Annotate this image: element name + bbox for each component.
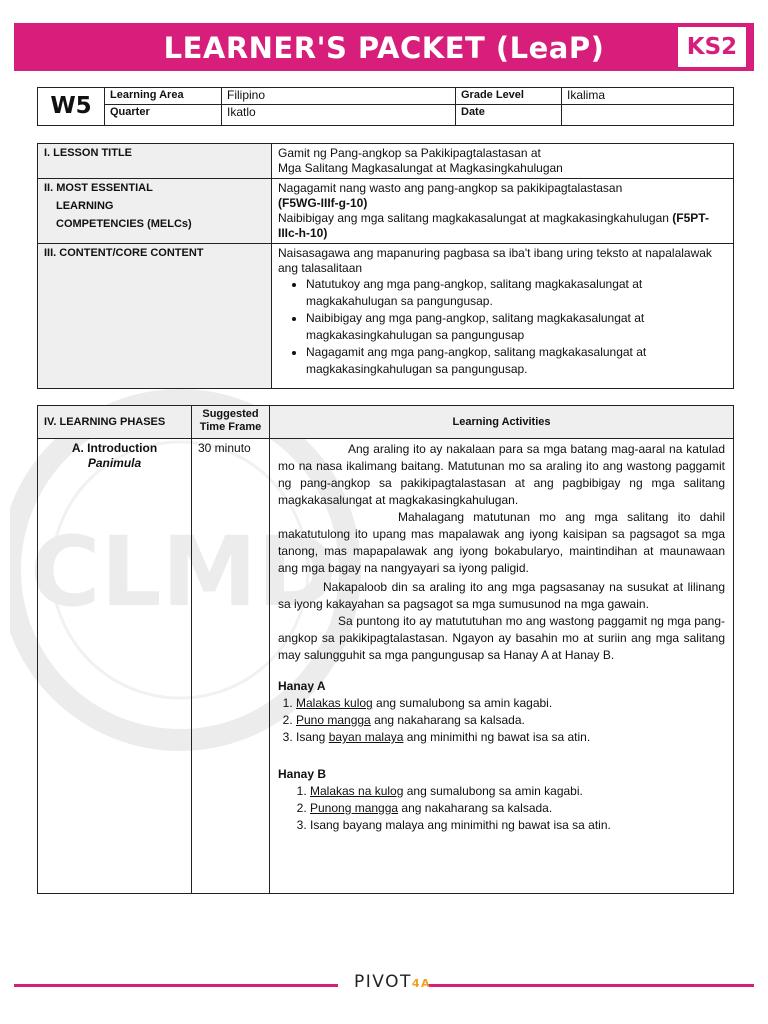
info-header-table	[37, 87, 734, 126]
intro-paragraph-2: Mahalagang matutunan mo ang mga salitang ito dahil makatutulong ito upang mas mapalawak ang iyong kaisipan sa pagsagot sa mga tanong, mas mapapalawak ang iyong bokabularyo, maintindihan at maunawaan ang mga bagay na nangyayari sa iyong paligid.	[278, 510, 725, 575]
intro-paragraph-3: Nakapaloob din sa araling ito ang mga pagsasanay na susukat at lilinang sa iyong kakayahan sa pagsagot sa mga sumusunod na mga gawain.	[278, 580, 725, 611]
hanay-b-underlined: Malakas na kulog	[310, 784, 404, 798]
lesson-title-label: I. LESSON TITLE	[38, 144, 272, 179]
introduction-label: A. Introduction	[71, 441, 158, 455]
quarter-value: Ikatlo	[222, 105, 456, 126]
learning-area-label: Learning Area	[105, 88, 222, 105]
introduction-time: 30 minuto	[192, 439, 270, 894]
melc-label-cell	[38, 179, 272, 244]
leap-banner	[14, 23, 754, 71]
hanay-a-item	[296, 712, 725, 729]
melc1-code: (F5WG-IIIf-g-10)	[278, 196, 368, 210]
learning-area-value: Filipino	[222, 88, 456, 105]
hanay-b-pre: Isang bayang malaya ang minimithi ng bawat isa sa atin.	[310, 818, 611, 832]
hanay-a-pre: Isang	[296, 730, 329, 744]
phases-header: IV. LEARNING PHASES	[38, 406, 192, 439]
melc-label-line3: COMPETENCIES (MELCs)	[56, 218, 192, 230]
introduction-phase-cell	[38, 439, 192, 894]
svg-text:CLMD: CLMD	[30, 516, 337, 628]
quarter-label: Quarter	[105, 105, 222, 126]
intro-paragraph-1: Ang araling ito ay nakalaan para sa mga batang mag-aaral na katulad mo na nasa ikalimang baitang. Matutunan mo sa araling ito ang wastong paggamit ng pang-angkop sa pakikipagtalastasan at ang pagbibigay ng mga salitang magkakasalungat at magkakasingkahulugan.	[278, 442, 725, 507]
pivot-logo-tail: 4A	[411, 977, 432, 990]
banner-title: LEARNER'S PACKET (LeaP)	[163, 31, 605, 65]
introduction-activities	[270, 439, 734, 894]
hanay-b-list	[278, 783, 725, 834]
hanay-a-list	[278, 695, 725, 746]
content-cell	[272, 244, 734, 389]
hanay-a-underlined: Puno mangga	[296, 713, 371, 727]
hanay-b-item	[310, 783, 725, 800]
lesson-info-table	[37, 143, 734, 389]
activities-header: Learning Activities	[270, 406, 734, 439]
date-label: Date	[456, 105, 562, 126]
hanay-a-title: Hanay A	[278, 679, 326, 693]
learning-phases-table	[37, 405, 734, 894]
melc1-text: Nagagamit nang wasto ang pang-angkop sa pakikipagtalastasan	[278, 181, 623, 195]
hanay-a-rest: ang nakaharang sa kalsada.	[370, 713, 525, 727]
lesson-title-line2: Mga Salitang Magkasalungat at Magkasingkahulugan	[278, 161, 563, 175]
content-bullet: • Nagagamit ang mga pang-angkop, salitang magkakasalungat at magkakasingkahulugan sa pangungusap.	[306, 344, 727, 378]
hanay-b-title: Hanay B	[278, 767, 327, 781]
week-label: W5	[38, 88, 105, 126]
date-value	[562, 105, 734, 126]
intro-paragraph-4: Sa puntong ito ay matututuhan mo ang wastong paggamit ng mga pang-angkop sa pakikipagtalastasan. Ngayon ay basahin mo at suriin ang mga salitang may salungguhit sa mga pangungusap sa Hanay A at Hanay B.	[278, 614, 725, 662]
ks2-badge: KS2	[678, 27, 746, 67]
hanay-a-item	[296, 695, 725, 712]
grade-level-label: Grade Level	[456, 88, 562, 105]
hanay-b-underlined: Punong mangga	[310, 801, 399, 815]
lesson-title-cell	[272, 144, 734, 179]
time-frame-header-line1: Suggested	[202, 408, 259, 420]
melc2-text: Naibibigay ang mga salitang magkakasalungat at magkakasingkahulugan	[278, 211, 669, 225]
hanay-b-rest: ang sumalubong sa amin kagabi.	[403, 784, 583, 798]
melc-label-line2: LEARNING	[56, 200, 114, 212]
hanay-a-rest: ang minimithi ng bawat isa sa atin.	[403, 730, 591, 744]
content-intro: Naisasagawa ang mapanuring pagbasa sa iba't ibang uring teksto at napalalawak ang talasalitaan	[278, 246, 712, 275]
time-frame-header-line2: Time Frame	[199, 421, 262, 433]
grade-level-value: Ikalima	[562, 88, 734, 105]
melc-label-line1: II. MOST ESSENTIAL	[44, 182, 153, 194]
hanay-b-item	[310, 817, 725, 834]
content-label: III. CONTENT/CORE CONTENT	[38, 244, 272, 389]
hanay-a-rest: ang sumalubong sa amin kagabi.	[372, 696, 553, 710]
hanay-b-item	[310, 800, 725, 817]
time-frame-header	[192, 406, 270, 439]
hanay-a-underlined: Malakas kulog	[296, 696, 373, 710]
melc2-code: (F5PT-IIIc-h-10)	[278, 211, 709, 240]
melc-cell	[272, 179, 734, 244]
panimula-label: Panimula	[87, 456, 142, 470]
content-bullet: • Natutukoy ang mga pang-angkop, salitang magkakasalungat at magkakahulugan sa pangungusap.	[306, 276, 727, 310]
content-bullet: • Naibibigay ang mga pang-angkop, salitang magkakasalungat at magkakasingkahulugan sa pangungusap	[306, 310, 727, 344]
hanay-a-item	[296, 729, 725, 746]
melc2-cell	[278, 211, 727, 241]
hanay-b-rest: ang nakaharang sa kalsada.	[398, 801, 553, 815]
footer-line-right	[428, 984, 754, 987]
lesson-title-line1: Gamit ng Pang-angkop sa Pakikipagtalastasan at	[278, 146, 541, 160]
hanay-a-underlined: bayan malaya	[328, 730, 404, 744]
content-bullet-list	[278, 276, 727, 378]
footer-line-left	[14, 984, 338, 987]
pivot-logo-text: PIVOT	[354, 972, 412, 992]
pivot-logo	[354, 972, 431, 992]
